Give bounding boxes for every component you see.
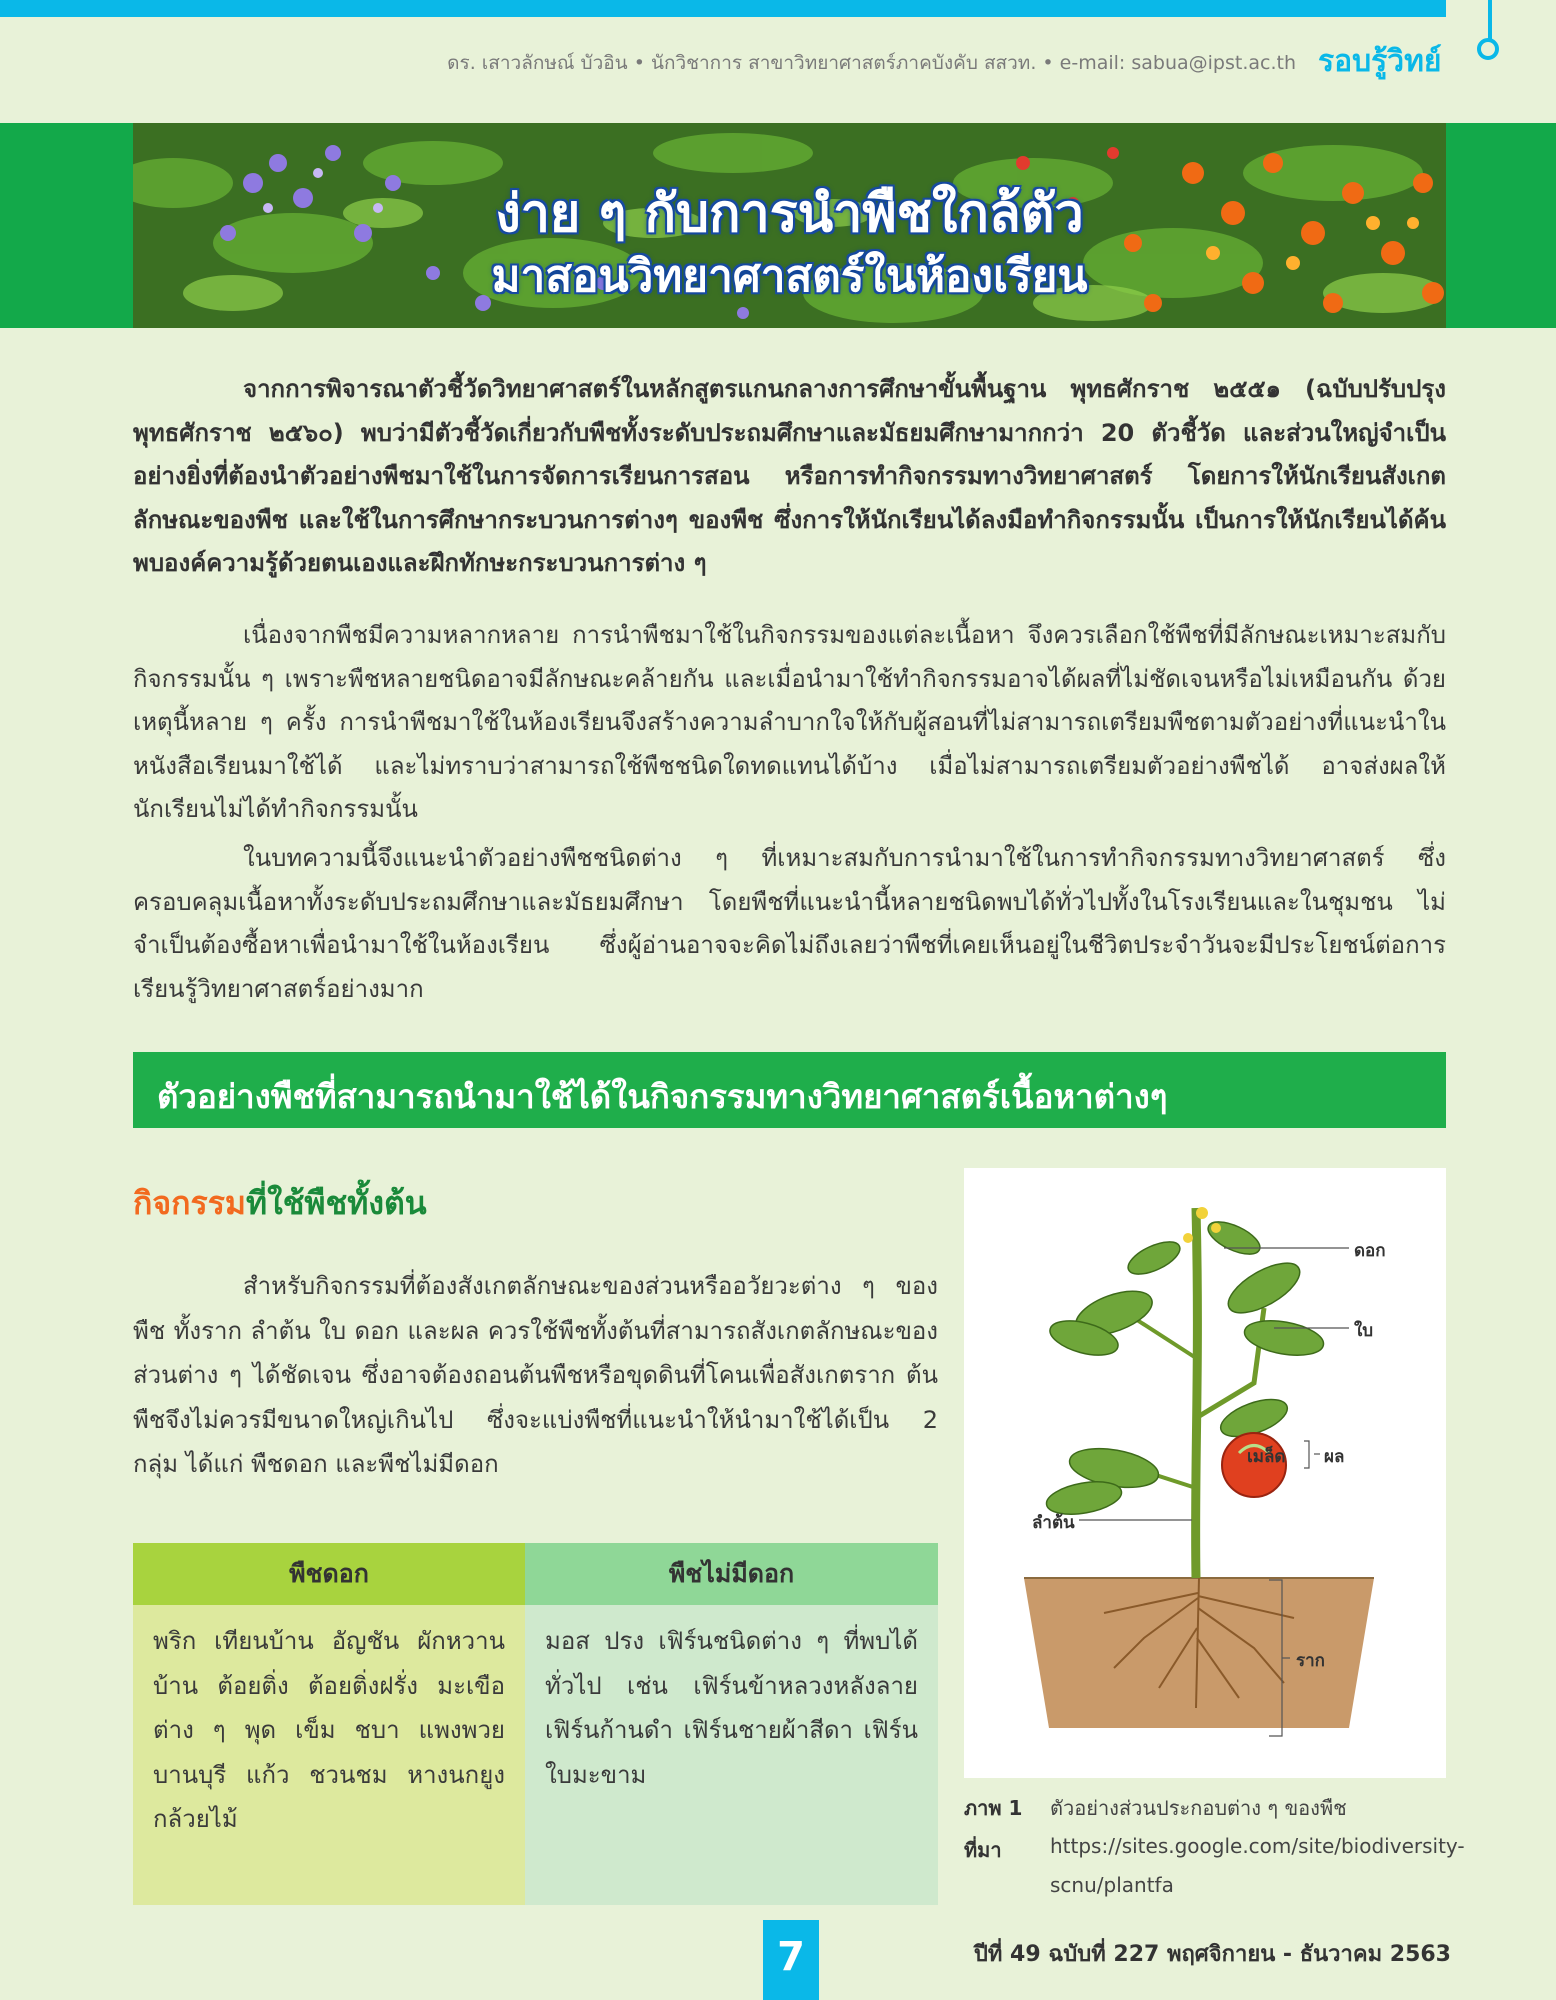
plant-diagram <box>964 1168 1446 1778</box>
body-paragraph-3: ในบทความนี้จึงแนะนำตัวอย่างพืชชนิดต่าง ๆ ที่เหมาะสมกับการนำมาใช้ในการทำกิจกรรมทางวิทยาศาสตร์ ซึ่งครอบคลุมเนื้อหาทั้งระดับประถมศึกษาและมัธยมศึกษา โดยพืชที่แนะนำนี้หลายชนิดพบได้ทั่วไปทั้งในโรงเรียนและในชุมชน ไม่จำเป็นต้องซื้อหาเพื่อนำมาใช้ในห้องเรียน ซึ่งผู้อ่านอาจจะคิดไม่ถึงเลยว่าพืชที่เคยเห็นอยู่ในชีวิตประจำวันจะมีประโยชน์ต่อการเรียนรู้วิทยาศาสตร์อย่างมาก <box>133 844 1446 1003</box>
label-root: ราก <box>1296 1651 1325 1671</box>
brand-pin-circle <box>1477 38 1499 60</box>
table-cell-flowering: พริก เทียนบ้าน อัญชัน ผักหวานบ้าน ต้อยติ่ง ต้อยติ่งฝรั่ง มะเขือต่าง ๆ พุด เข็ม ชบา แพงพวย บานบุรี แก้ว ชวนชม หางนกยูง กล้วยไม้ <box>133 1605 525 1905</box>
figure-source-label: ที่มา <box>964 1838 1002 1862</box>
table-header-flowering: พืชดอก <box>133 1543 525 1605</box>
section-heading-bar <box>133 1052 1446 1128</box>
body-paragraph-2: เนื่องจากพืชมีความหลากหลาย การนำพืชมาใช้ในกิจกรรมของแต่ละเนื้อหา จึงควรเลือกใช้พืชที่มีลักษณะเหมาะสมกับกิจกรรมนั้น ๆ เพราะพืชหลายชนิดอาจมีลักษณะคล้ายกัน และเมื่อนำมาใช้ทำกิจกรรมอาจได้ผลที่ไม่ชัดเจนหรือไม่เหมือนกัน ด้วยเหตุนี้หลาย ๆ ครั้ง การนำพืชมาใช้ในห้องเรียนจึงสร้างความลำบากใจให้กับผู้สอนที่ไม่สามารถเตรียมพืชตามตัวอย่างที่แนะนำในหนังสือเรียนมาใช้ได้ และไม่ทราบว่าสามารถใช้พืชชนิดใดทดแทนได้บ้าง เมื่อไม่สามารถเตรียมตัวอย่างพืชได้ อาจส่งผลให้นักเรียนไม่ได้ทำกิจกรรมนั้น <box>133 621 1446 823</box>
top-accent-bar <box>0 0 1446 17</box>
page-number-box <box>763 1920 819 2000</box>
label-flower: ดอก <box>1354 1241 1386 1261</box>
banner-title-line1: ง่าย ๆ กับการนำพืชใกล้ตัว <box>495 184 1084 244</box>
activity-paragraph: สำหรับกิจกรรมที่ต้องสังเกตลักษณะของส่วนหรืออวัยวะต่าง ๆ ของพืช ทั้งราก ลำต้น ใบ ดอก และผล ควรใช้พืชทั้งต้นที่สามารถสังเกตลักษณะของส่วนต่าง ๆ ได้ชัดเจน ซึ่งอาจต้องถอนต้นพืชหรือขุดดินที่โคนเพื่อสังเกตราก ต้นพืชจึงไม่ควรมีขนาดใหญ่เกินไป ซึ่งจะแบ่งพืชที่แนะนำให้นำมาใช้ได้เป็น 2 กลุ่ม ได้แก่ พืชดอก และพืชไม่มีดอก <box>133 1272 938 1478</box>
table-header-non-flowering: พืชไม่มีดอก <box>525 1543 938 1605</box>
intro-paragraph: จากการพิจารณาตัวชี้วัดวิทยาศาสตร์ในหลักสูตรแกนกลางการศึกษาขั้นพื้นฐาน พุทธศักราช ๒๕๕๑ (ฉบับปรับปรุง พุทธศักราช ๒๕๖๐) พบว่ามีตัวชี้วัดเกี่ยวกับพืชทั้งระดับประถมศึกษาและมัธยมศึกษามากกว่า 20 ตัวชี้วัด และส่วนใหญ่จำเป็นอย่างยิ่งที่ต้องนำตัวอย่างพืชมาใช้ในการจัดการเรียนการสอน หรือการทำกิจกรรมทางวิทยาศาสตร์ โดยการให้นักเรียนสังเกตลักษณะของพืช และใช้ในการศึกษากระบวนการต่างๆ ของพืช ซึ่งการให้นักเรียนได้ลงมือทำกิจกรรมนั้น เป็นการให้นักเรียนได้ค้นพบองค์ความรู้ด้วยตนเองและฝึกทักษะกระบวนการต่าง ๆ <box>133 375 1446 577</box>
table-cell-non-flowering: มอส ปรง เฟิร์นชนิดต่าง ๆ ที่พบได้ทั่วไป เช่น เฟิร์นข้าหลวงหลังลาย เฟิร์นก้านดำ เฟิร์นชายผ้าสีดา เฟิร์นใบมะขาม <box>525 1605 938 1905</box>
figure-source-line2: scnu/plantfa <box>1050 1873 1174 1897</box>
banner-side-right <box>1446 123 1556 328</box>
label-fruit: ผล <box>1324 1447 1345 1467</box>
label-seed: เมล็ด <box>1247 1447 1286 1467</box>
author-line: ดร. เสาวลักษณ์ บัวอิน • นักวิชาการ สาขาวิทยาศาสตร์ภาคบังคับ สสวท. • e-mail: sabua@ipst.ac.th <box>447 52 1296 74</box>
banner-title-line2: มาสอนวิทยาศาสตร์ในห้องเรียน <box>491 251 1088 302</box>
section-heading: ตัวอย่างพืชที่สามารถนำมาใช้ได้ในกิจกรรมทางวิทยาศาสตร์เนื้อหาต่างๆ <box>157 1077 1168 1116</box>
figure-caption-label: ภาพ 1 <box>964 1796 1023 1820</box>
brand-pin-line <box>1488 0 1492 40</box>
label-stem: ลำต้น <box>1032 1513 1075 1533</box>
figure-caption-text: ตัวอย่างส่วนประกอบต่าง ๆ ของพืช <box>1050 1796 1347 1820</box>
column-brand: รอบรู้วิทย์ <box>1318 44 1442 79</box>
page-number: 7 <box>777 1934 805 1980</box>
activity-heading-orange: กิจกรรม <box>133 1184 246 1222</box>
stem-shape <box>1196 1208 1198 1578</box>
label-leaf: ใบ <box>1354 1321 1374 1341</box>
activity-heading <box>133 1178 427 1229</box>
figure-source-line1: https://sites.google.com/site/biodiversity- <box>1050 1834 1465 1858</box>
issue-info: ปีที่ 49 ฉบับที่ 227 พฤศจิกายน - ธันวาคม 2563 <box>973 1942 1451 1967</box>
banner-side-left <box>0 123 133 328</box>
article-banner <box>133 123 1446 328</box>
activity-heading-green: ที่ใช้พืชทั้งต้น <box>245 1184 427 1222</box>
